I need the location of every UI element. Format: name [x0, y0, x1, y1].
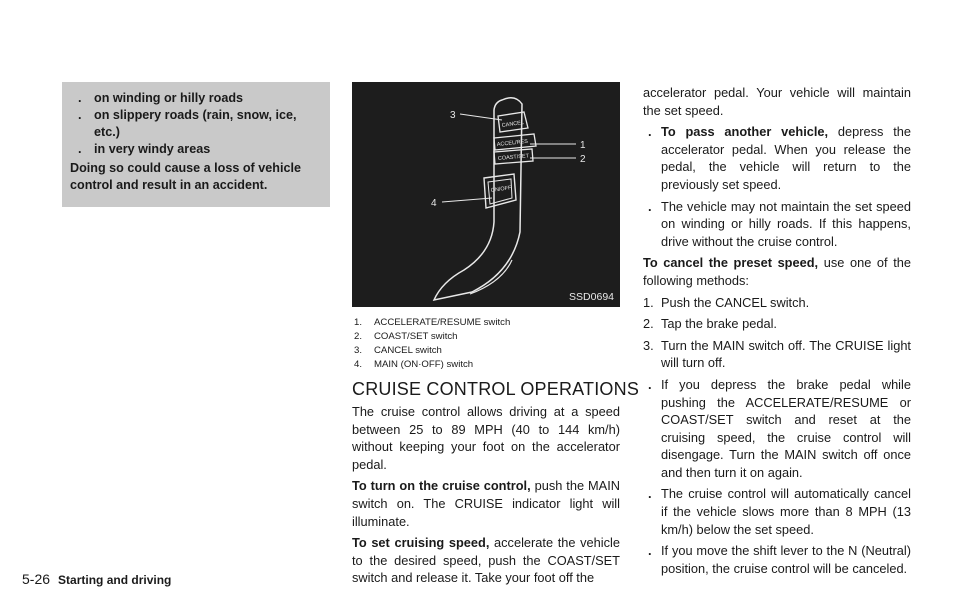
page-footer: [22, 571, 171, 587]
paragraph: accelerator pedal. Your vehicle will maintain the set speed.: [643, 85, 911, 118]
cancel-switch-label: CANCEL: [501, 119, 525, 129]
bullet-item: . The cruise control will automatically cancel if the vehicle slows more than 8 MPH (13 km/h) below the set speed.: [648, 486, 911, 537]
warning-text: Doing so could cause a loss of vehicle control and result in an accident.: [70, 161, 301, 192]
figure-legend: [352, 316, 620, 372]
legend-item: 3. CANCEL switch: [354, 345, 442, 356]
right-column-text: [643, 84, 911, 581]
legend-item: 4. MAIN (ON·OFF) switch: [354, 359, 474, 370]
figure-code: SSD0694: [569, 291, 614, 303]
warning-bullet: . in very windy areas: [78, 142, 211, 156]
section-heading: CRUISE CONTROL OPERATIONS: [352, 379, 640, 399]
warning-bullet: . on winding or hilly roads: [78, 91, 244, 105]
on-off-switch-label: ON/OFF: [490, 185, 512, 194]
steering-switch-illustration: [352, 82, 620, 307]
cruise-switch-figure: [352, 82, 620, 307]
bullet-item: . If you move the shift lever to the N (Neutral) position, the cruise control will be canceled.: [648, 543, 911, 576]
paragraph: To cancel the preset speed, use one of the following methods:: [643, 255, 911, 288]
callout-1: 1: [580, 140, 586, 151]
paragraph: To turn on the cruise control, push the MAIN switch on. The CRUISE indicator light will illuminate.: [352, 478, 620, 529]
bullet-item: . The vehicle may not maintain the set speed on winding or hilly roads. If this happens, drive without the cruise control.: [648, 198, 911, 249]
legend-item: 2. COAST/SET switch: [354, 331, 458, 342]
callout-4: 4: [431, 198, 437, 209]
callout-2: 2: [580, 154, 586, 165]
numbered-step: 2. Tap the brake pedal.: [643, 316, 777, 332]
warning-bullet: . on slippery roads (rain, snow, ice, etc.): [78, 108, 297, 139]
page-number: 5-26: [22, 571, 51, 587]
bullet-item: . If you depress the brake pedal while pushing the ACCELERATE/RESUME or COAST/SET switch and reset at the cruising speed, the cruise control will disengage. Turn the MAIN switch off once and then turn it on again.: [648, 376, 911, 480]
section-name: Starting and driving: [58, 573, 172, 587]
warning-box: [62, 82, 330, 207]
paragraph: To set cruising speed, accelerate the vehicle to the desired speed, push the COAST/SET switch and release it. Take your foot off the: [352, 535, 620, 586]
accel-resume-switch-label: ACCEL/RES: [496, 138, 529, 148]
coast-set-switch-label: COAST/SET: [497, 153, 530, 162]
middle-column-text: [352, 403, 620, 591]
bullet-item: . To pass another vehicle, depress the accelerator pedal. When you release the pedal, the vehicle will return to the previously set speed.: [648, 124, 911, 192]
numbered-step: 1. Push the CANCEL switch.: [643, 294, 810, 310]
paragraph: The cruise control allows driving at a speed between 25 to 89 MPH (40 to 144 km/h) without keeping your foot on the accelerator pedal.: [352, 404, 620, 472]
numbered-step: 3. Turn the MAIN switch off. The CRUISE light will turn off.: [643, 337, 911, 371]
legend-item: 1. ACCELERATE/RESUME switch: [354, 317, 511, 328]
callout-3: 3: [450, 110, 456, 121]
